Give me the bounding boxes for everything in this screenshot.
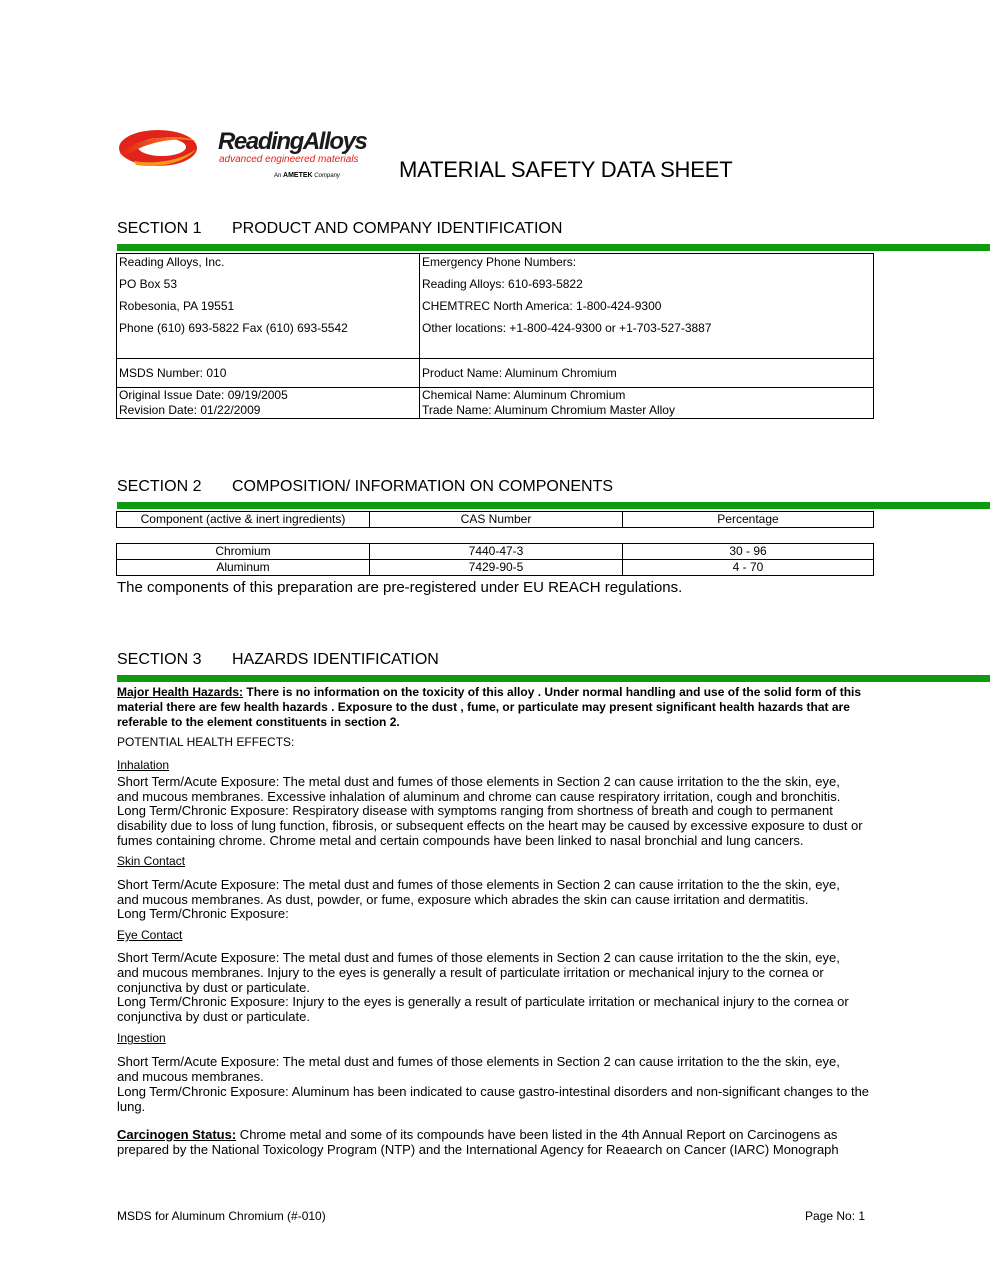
- inhalation-long-term: Long Term/Chronic Exposure: Respiratory disease with symptoms ranging from shortness of breath and cough to permanent disability due to loss of lung function, fibrosis, or subsequent effects on the heart may be caused by excessive exposure to dust or fumes containing chrome. Chrome metal and certain compounds have been linked to nasal bronchial and lung cancers.: [117, 803, 863, 848]
- issue-date: Original Issue Date: 09/19/2005: [119, 388, 288, 402]
- emergency-heading: Emergency Phone Numbers:: [422, 255, 577, 269]
- header-component: Component (active & inert ingredients): [117, 512, 370, 528]
- company-name: Reading Alloys, Inc.: [119, 255, 225, 269]
- component-percentage: 30 - 96: [623, 544, 874, 560]
- product-name: Product Name: Aluminum Chromium: [420, 359, 874, 388]
- company-id-table: [116, 253, 874, 419]
- names-cell: [420, 388, 874, 419]
- inhalation-short-term: Short Term/Acute Exposure: The metal dust and fumes of those elements in Section 2 can cause irritation to the the skin, eye, and mucous membranes. Excessive inhalation of aluminum and chrome can cause respiratory irritation, cough and bronchitis.: [117, 774, 841, 804]
- company-info-cell: [117, 254, 420, 359]
- component-cas: 7440-47-3: [370, 544, 623, 560]
- skin-heading: Skin Contact: [117, 854, 186, 868]
- potential-effects-heading: POTENTIAL HEALTH EFFECTS:: [117, 735, 295, 749]
- section3-number: SECTION 3: [117, 651, 202, 668]
- components-table: [116, 543, 874, 576]
- reach-note: The components of this preparation are pre-registered under EU REACH regulations.: [117, 579, 683, 596]
- eye-heading: Eye Contact: [117, 928, 183, 942]
- component-cas: 7429-90-5: [370, 560, 623, 576]
- logo-parent-suffix: Company: [314, 173, 340, 179]
- major-hazards-paragraph: [117, 685, 865, 730]
- section1-bar: [117, 244, 990, 251]
- logo-parent-line: [274, 172, 340, 179]
- logo-tagline: advanced engineered materials: [219, 154, 359, 165]
- table-row: [117, 544, 874, 560]
- revision-date: Revision Date: 01/22/2009: [119, 403, 261, 417]
- inhalation-heading: Inhalation: [117, 758, 170, 772]
- section2-title: COMPOSITION/ INFORMATION ON COMPONENTS: [232, 478, 614, 495]
- emergency-other: Other locations: +1-800-424-9300 or +1-703-527-3887: [422, 321, 712, 335]
- logo-brand-text: ReadingAlloys: [218, 128, 367, 155]
- company-phone-fax: Phone (610) 693-5822 Fax (610) 693-5542: [119, 321, 348, 335]
- carcinogen-label: Carcinogen Status:: [117, 1127, 237, 1142]
- component-name: Chromium: [117, 544, 370, 560]
- company-city: Robesonia, PA 19551: [119, 299, 235, 313]
- footer-document-name: MSDS for Aluminum Chromium (#-010): [117, 1209, 326, 1223]
- table-row: [117, 560, 874, 576]
- logo-parent-name: AMETEK: [283, 172, 313, 179]
- major-hazards-label: Major Health Hazards:: [117, 685, 244, 699]
- section1-number: SECTION 1: [117, 220, 202, 237]
- section3-bar: [117, 675, 990, 682]
- footer-page-number: Page No: 1: [805, 1209, 866, 1223]
- logo-parent-prefix: An: [274, 173, 282, 179]
- ingestion-short-term: Short Term/Acute Exposure: The metal dust and fumes of those elements in Section 2 can cause irritation to the the skin, eye, and mucous membranes.: [117, 1054, 840, 1084]
- component-name: Aluminum: [117, 560, 370, 576]
- header-cas: CAS Number: [370, 512, 623, 528]
- skin-short-term: Short Term/Acute Exposure: The metal dust and fumes of those elements in Section 2 can cause irritation to the the skin, eye, and mucous membranes. As dust, powder, or fume, exposure which abrades the skin can cause irritation and dermatitis.: [117, 877, 840, 907]
- section2-bar: [117, 502, 990, 509]
- eye-short-term: Short Term/Acute Exposure: The metal dust and fumes of those elements in Section 2 can cause irritation to the the skin, eye, and mucous membranes. Injury to the eyes is generally a result of particulate irritation or mechanical injury to the cornea or conjunctiva by dust or particulate.: [117, 950, 840, 995]
- eye-long-term: Long Term/Chronic Exposure: Injury to the eyes is generally a result of particulate irritation or mechanical injury to the cornea or conjunctiva by dust or particulate.: [117, 994, 849, 1024]
- trade-name: Trade Name: Aluminum Chromium Master Alloy: [422, 403, 675, 417]
- major-hazards-text: There is no information on the toxicity of this alloy . Under normal handling and use of the solid form of this material there are few health hazards . Exposure to the dust , fume, or particulate may present significant health hazards that are referable to the element constituents in section 2.: [117, 685, 862, 729]
- carcinogen-text: Chrome metal and some of its compounds have been listed in the 4th Annual Report on Carcinogens as prepared by the National Toxicology Program (NTP) and the International Agency for Reaearch on Cancer (IARC) Monograph: [117, 1127, 839, 1157]
- msds-number: MSDS Number: 010: [117, 359, 420, 388]
- carcinogen-paragraph: [117, 1127, 865, 1157]
- section2-number: SECTION 2: [117, 478, 202, 495]
- skin-long-term: Long Term/Chronic Exposure:: [117, 906, 289, 921]
- emergency-chemtrec: CHEMTREC North America: 1-800-424-9300: [422, 299, 662, 313]
- section1-title: PRODUCT AND COMPANY IDENTIFICATION: [232, 220, 563, 237]
- emergency-cell: [420, 254, 874, 359]
- header-percentage: Percentage: [623, 512, 874, 528]
- ingestion-long-term: Long Term/Chronic Exposure: Aluminum has been indicated to cause gastro-intestinal disorders and non-significant changes to the lung.: [117, 1084, 870, 1114]
- company-po-box: PO Box 53: [119, 277, 178, 291]
- dates-cell: [117, 388, 420, 419]
- ingestion-heading: Ingestion: [117, 1031, 166, 1045]
- document-title: MATERIAL SAFETY DATA SHEET: [399, 157, 733, 182]
- section3-title: HAZARDS IDENTIFICATION: [232, 651, 439, 668]
- component-percentage: 4 - 70: [623, 560, 874, 576]
- emergency-reading: Reading Alloys: 610-693-5822: [422, 277, 583, 291]
- chemical-name: Chemical Name: Aluminum Chromium: [422, 388, 626, 402]
- components-header-table: [116, 511, 874, 528]
